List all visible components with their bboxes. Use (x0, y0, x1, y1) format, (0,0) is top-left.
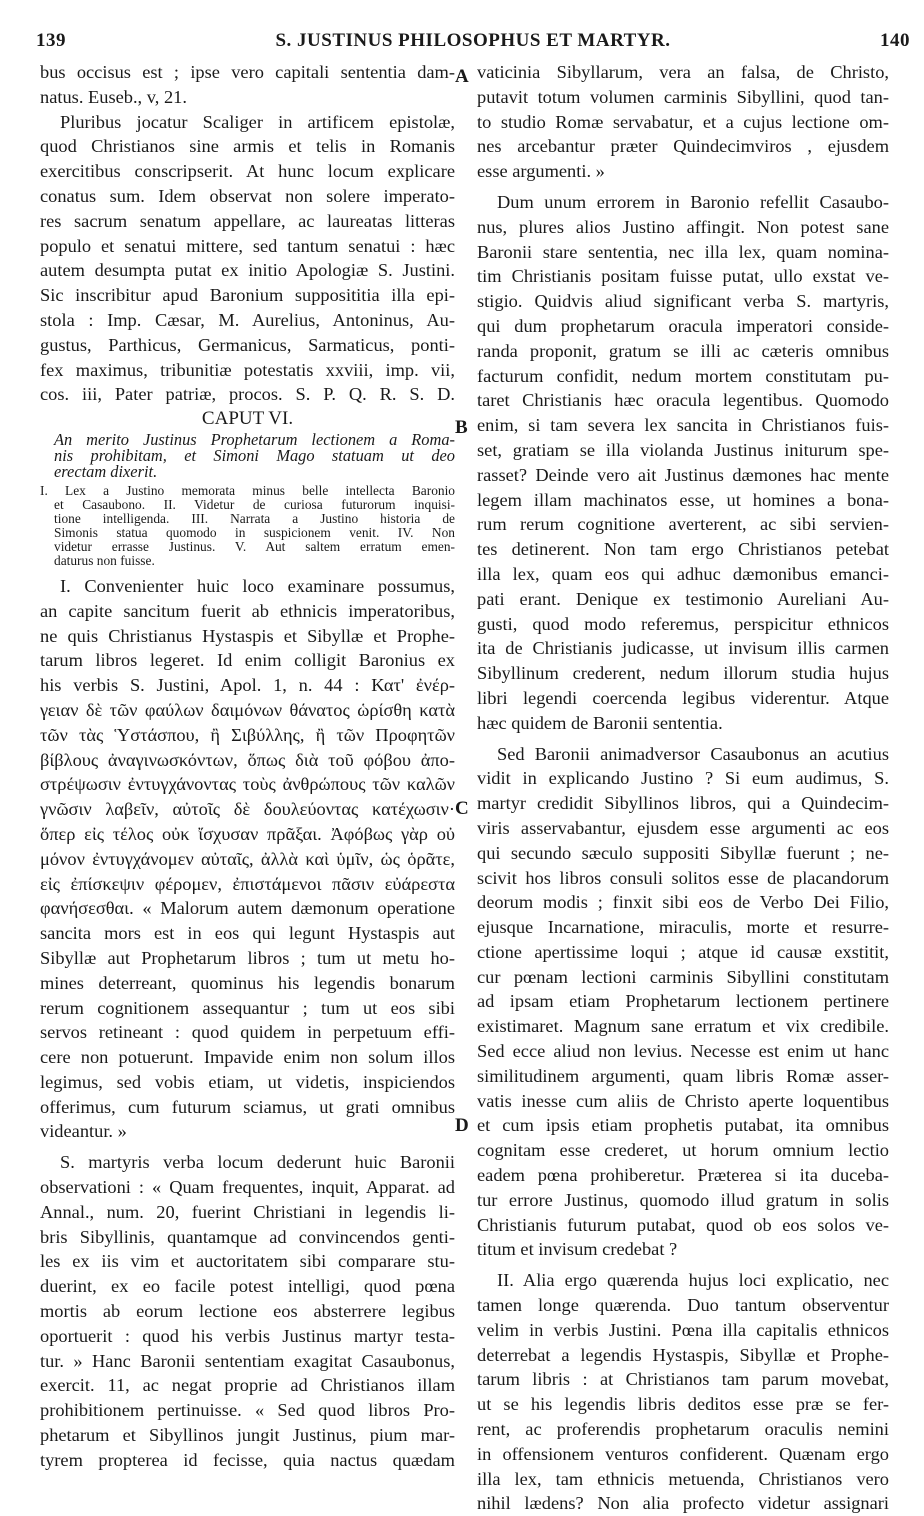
text-line: Christianis futurum putabat, quod ob eos solos ve- (477, 1214, 889, 1235)
text-line: tyrem propterea id fecisse, quia nactus quædam (40, 1449, 455, 1470)
text-line: legimus, sed vobis etiam, ut videtis, inspiciendos (40, 1071, 455, 1092)
greek-text-line: βίβλους ἀναγινωσκόντων, ὅπως διὰ τοῦ φόβου ἀπο- (40, 749, 455, 770)
text-line: scivit hos libros consuli solitos esse de placandorum (477, 867, 889, 888)
chapter-argument-line: An merito Justinus Prophetarum lectionem a Roma- (54, 429, 455, 449)
greek-text-line: τῶν τὰς Ὑστάσπου, ἢ Σιβύλλης, ἢ τῶν Προφητῶν (40, 724, 455, 745)
text-line: qui secundo sæculo suppositi Sibyllæ fuerunt ; ne- (477, 842, 889, 863)
text-line: stola : Imp. Cæsar, M. Aurelius, Antoninus, Au- (40, 309, 455, 330)
text-line: II. Alia ergo quærenda hujus loci explicatio, nec (497, 1270, 889, 1291)
text-line: velim in verbis Justini. Pœna illa capitalis ethnicos (477, 1319, 889, 1340)
text-line: gustus, Parthicus, Germanicus, Sarmaticus, ponti- (40, 334, 455, 355)
text-line: tur. » Hanc Baronii sententiam exagitat Casaubonus, (40, 1350, 455, 1371)
text-line: Sibyllinum crederent, nedum illorum studia hujus (477, 663, 889, 684)
text-line: esse argumenti. » (477, 161, 605, 182)
text-line: cere non potuerunt. Impavide enim non solum illos (40, 1047, 455, 1068)
text-line: taret Christianis hæc oracula legentibus. Quomodo (477, 390, 889, 411)
text-line: Sed ecce aliud non levius. Necesse est enim ut hanc (477, 1041, 889, 1062)
page-number-right: 140 (880, 30, 910, 51)
text-line: tes detinerent. Non tam ergo Christianos petebat (477, 539, 889, 560)
text-line: deterrebat a legendis Hystaspis, Sibyllæ et Prophe- (477, 1344, 889, 1365)
margin-letter-d: D (455, 1115, 469, 1136)
text-line: exercitibus conscripserit. At hunc locum explicare (40, 161, 455, 182)
chapter-summary-line: tione intelligenda. III. Narrata a Justino historia de (54, 510, 455, 526)
text-line: res sacrum senatum appellare, ac laureatas litteras (40, 210, 455, 231)
text-line: ad ipsam etiam Prophetarum lectionem pertinere (477, 991, 889, 1012)
text-line: tamen longe quærenda. Duo tantum observentur (477, 1295, 889, 1316)
text-line: nes arcebantur præter Quindecimviros , ejusdem (477, 136, 889, 157)
text-line: Baronii stare sententia, nec illa lex, quam nomina- (477, 241, 889, 262)
chapter-argument-line: erectam dixerit. (54, 461, 158, 481)
text-line: rerum cognitionem assequantur ; tum ut eos sibi (40, 997, 455, 1018)
running-title: S. JUSTINUS PHILOSOPHUS ET MARTYR. (275, 30, 671, 51)
text-line: pati erant. Denique ex testimonio Aureliani Au- (477, 588, 889, 609)
text-line: ejusque Incarnatione, miraculis, morte et resurre- (477, 917, 889, 938)
text-line: existimaret. Magnum sane erratum et vix credibile. (477, 1016, 889, 1037)
running-header (36, 30, 910, 56)
text-line: titum et invisum credebat ? (477, 1239, 678, 1260)
text-line: rum rerum cognitione averterent, ac sibi servien- (477, 514, 889, 535)
text-line: exercit. 11, ac negat proprie ad Christianos illam (40, 1375, 455, 1396)
text-line: sancita mors est in eos qui legunt Hystaspis aut (40, 923, 455, 944)
text-line: set, gratiam se illa violanda Justinus initurum spe- (477, 439, 889, 460)
text-line: autem desumpta putat ex initio Apologiæ S. Justini. (40, 260, 455, 281)
text-line: tur errore Justinus, quomodo illud gratum in solis (477, 1189, 889, 1210)
text-line: les ex iis vim et auctoritatem sibi comparare stu- (40, 1251, 455, 1272)
text-line: oportuerit : quod his verbis Justinus martyr testa- (40, 1325, 455, 1346)
text-line: gusti, quod modo referemus, perspicitur ethnicos (477, 613, 889, 634)
text-line: conatus sum. Idem observat non solere imperato- (40, 185, 455, 206)
text-line: prohibitionem pertinuisse. « Sed quod libros Pro- (40, 1400, 455, 1421)
text-line: rent, ac proferendis prophetarum oraculis nemini (477, 1419, 889, 1440)
chapter-argument-line: nis prohibitam, et Simoni Mago statuam ut deo (54, 445, 455, 465)
text-line: nus, plures alios Justino affingit. Non potest sane (477, 216, 889, 237)
text-line: Dum unum errorem in Baronio refellit Casaubo- (497, 191, 889, 212)
text-line: servos retineant : quod quidem in perpetuum effi- (40, 1022, 455, 1043)
text-line: nihil lædens? Non alia profecto videtur assignari (477, 1493, 889, 1514)
left-column (40, 60, 455, 1473)
text-line: ne quis Christianus Hystaspis et Sibyllæ et Prophe- (40, 625, 455, 646)
text-line: randa proponit, gratum se illi ac cæteris omnibus (477, 340, 889, 361)
text-line: vidit in explicando Justino ? Si eum audimus, S. (477, 768, 889, 789)
text-line: illa lex, tam ethnicis metuenda, Christianos vero (477, 1468, 889, 1489)
text-line: to studio Romæ servabatur, et a cujus lectione om- (477, 111, 889, 132)
text-line: tarum libros legeret. Id enim colligit Baronius ex (40, 650, 455, 671)
page-number-left: 139 (36, 30, 66, 51)
text-line: Pluribus jocatur Scaliger in artificem epistolæ, (60, 111, 455, 132)
greek-text-line: μόνον ἐντυγχάνομεν αὐταῖς, ἀλλὰ καὶ ὑμῖν, ὡς ὁρᾶτε, (40, 848, 455, 869)
text-line: Sed Baronii animadversor Casaubonus an acutius (497, 743, 889, 764)
text-line: illa lex, quam eos qui adhuc dæmonibus emanci- (477, 563, 889, 584)
text-line: facturum confidit, nedum mortem constitutam pu- (477, 365, 889, 386)
greek-text-line: γνῶσιν λαβεῖν, αὐτοῖς δὲ δουλεύοντας κατέχωσιν· (40, 799, 455, 820)
chapter-heading: CAPUT VI. (201, 408, 294, 430)
chapter-summary-line: Simonis statua quomodo in suspicionem venit. IV. Non (54, 524, 455, 540)
greek-text-line: γειαν δὲ τῶν φαύλων δαιμόνων θάνατος ὡρίσθη κατὰ (40, 699, 455, 720)
greek-text-line: ὅπερ εἰς τέλος οὐκ ἴσχυσαν πρᾶξαι. Ἀφόβως γὰρ οὐ (40, 823, 455, 844)
text-line: eadem pœna prohiberetur. Præterea si ita duceba- (477, 1165, 889, 1186)
text-line: bris Sibyllinis, quantamque ad convincendos genti- (40, 1226, 455, 1247)
text-line: deorum modis ; finxit sibi eos de Verbo Dei Filio, (477, 892, 889, 913)
text-line: legem illam machinatos esse, ut homines a bona- (477, 489, 889, 510)
text-line: stigio. Quidvis aliud significant verba S. martyris, (477, 291, 889, 312)
text-line: videantur. » (40, 1121, 127, 1142)
margin-letter-b: B (455, 417, 468, 438)
text-line: fex maximus, tribunitiæ potestatis xxviii, imp. vii, (40, 359, 455, 380)
text-line: tim Christianis positam fuisse putat, ullo exstat ve- (477, 266, 889, 287)
text-line: ita de Christianis judicasse, ut invisum illis carmen (477, 638, 889, 659)
text-line: Sic inscribitur apud Baronium supposititia illa epi- (40, 285, 455, 306)
text-line: bus occisus est ; ipse vero capitali sententia dam- (40, 62, 455, 82)
text-line: his verbis S. Justini, Apol. 1, n. 44 : Κατ' ἐνέρ- (40, 675, 455, 696)
text-line: S. martyris verba locum dederunt huic Baronii (60, 1152, 455, 1173)
text-line: offerimus, cum futurum sciamus, ut grati omnibus (40, 1096, 455, 1117)
text-line: cos. iii, Pater patriæ, procos. S. P. Q. R. S. D. (40, 384, 455, 405)
chapter-summary-line: videtur errasse Justinus. V. Aut saltem erratum emen- (54, 538, 455, 554)
text-line: et cum ipsis etiam prophetis putabat, ita omnibus (477, 1115, 889, 1136)
text-line: rasset? Deinde vero ait Justinus dæmones hac mente (477, 464, 889, 485)
margin-letter-a: A (455, 66, 469, 87)
text-line: similitudinem argumenti, quam libris Romæ asser- (477, 1065, 889, 1086)
greek-text-line: εἰς ἐπίσκεψιν φέρομεν, ἐπιστάμενοι πᾶσιν εὐάρεστα (40, 873, 455, 894)
text-line: I. Convenienter huic loco examinare possumus, (60, 575, 455, 596)
text-line: vaticinia Sibyllarum, vera an falsa, de Christo, (477, 62, 889, 82)
text-line: hæc quidem de Baronii sententia. (477, 712, 723, 733)
text-line: martyr credidit Sibyllinos libros, qui a Quindecim- (477, 793, 889, 814)
text-line: quod Christianos sine armis et telis in Romanis (40, 136, 455, 157)
chapter-summary-line: I. Lex a Justino memorata minus belle intellecta Baronio (40, 482, 455, 498)
chapter-summary-line: et Casaubono. II. Videtur de curiosa futurorum inquisi- (54, 496, 455, 512)
text-line: ctione apertissime loqui ; atque id causæ exstitit, (477, 941, 889, 962)
text-line: mines deterreant, quominus his legendis bonarum (40, 972, 455, 993)
text-line: vatis inesse cum aliis de Christo aperte loquentibus (477, 1090, 889, 1111)
text-line: cur pœnam lectioni carminis Sibyllini constitutam (477, 966, 889, 987)
greek-text-line: στρέψωσιν ἐντυγχάνοντας τοὺς ἀνθρώπους τῶν καλῶν (40, 774, 455, 795)
text-line: enim, si tam severa lex sancita in Christianos fuis- (477, 415, 889, 436)
text-line: natus. Euseb., v, 21. (40, 86, 187, 107)
text-line: duerint, ex eo facile potest intelligi, quod pœna (40, 1276, 455, 1297)
text-line: ut se his legendis libris deditos esse præ se fer- (477, 1394, 889, 1415)
text-line: phetarum et Sibyllinos jungit Justinus, pium mar- (40, 1425, 455, 1446)
text-line: tarum libris : at Christianos tam parum movebat, (477, 1369, 889, 1390)
text-line: an capite sancitum fuerit ab ethnicis imperatoribus, (40, 600, 455, 621)
text-line: Annal., num. 20, fuerint Christiani in legendis li- (40, 1201, 455, 1222)
text-line: Sibyllæ aut Prophetarum libros ; tum ut metu ho- (40, 947, 455, 968)
text-line: mortis ab eorum lectione eos absterrere legibus (40, 1301, 455, 1322)
text-line: φανήσεσθαι. « Malorum autem dæmonum operatione (40, 898, 455, 919)
chapter-summary-line: daturus non fuisse. (54, 552, 155, 568)
text-line: observationi : « Quam frequentes, inquit, Apparat. ad (40, 1177, 455, 1198)
margin-letter-c: C (455, 798, 469, 819)
text-line: putavit totum volumen carminis Sibyllini, quod tan- (477, 86, 889, 107)
text-line: viris asservabantur, ejusdem esse argumenti ac eos (477, 817, 889, 838)
right-column (477, 60, 889, 1516)
text-line: cognitam esse crederet, ut horum omnium lectio (477, 1140, 889, 1161)
text-line: libri legendi coercenda legibus viderentur. Atque (477, 687, 889, 708)
text-line: populo et senatui mittere, sed tantum senatui : hæc (40, 235, 455, 256)
text-line: in offensionem venturos confiderent. Quænam ergo (477, 1443, 889, 1464)
text-line: qui dum prophetarum oracula imperatori conside- (477, 315, 889, 336)
